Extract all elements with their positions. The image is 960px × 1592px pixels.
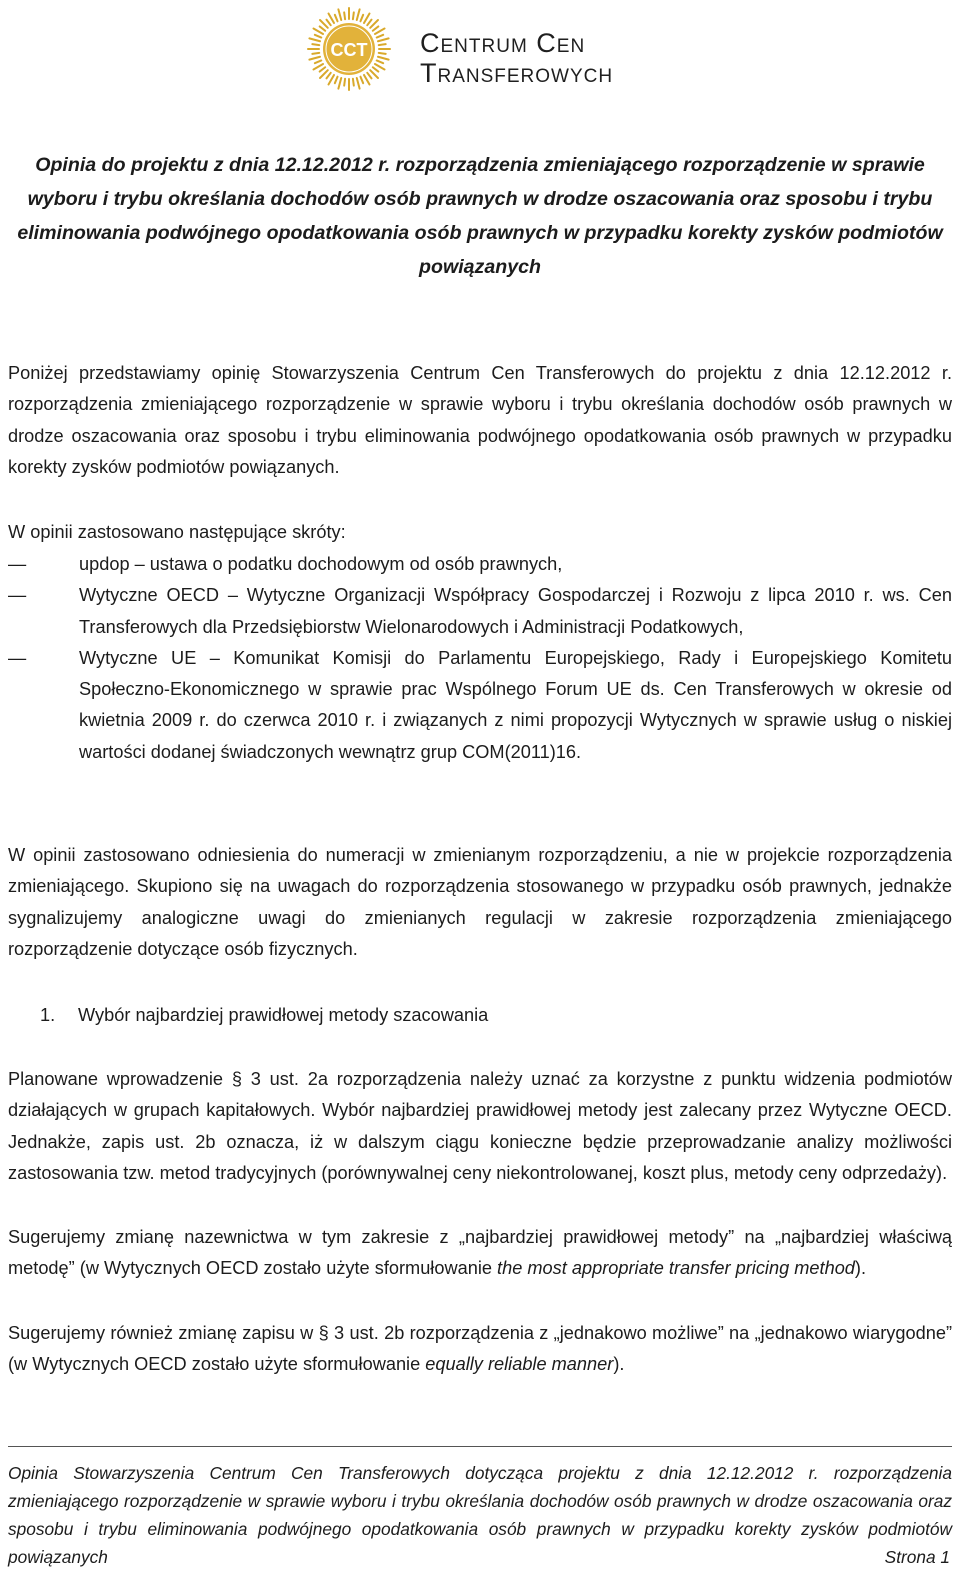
emblem-ray (377, 60, 383, 63)
abbreviation-item (8, 549, 952, 580)
emblem-ray (326, 20, 330, 26)
abbreviation-item (8, 643, 952, 768)
emblem-ray (309, 57, 320, 60)
emblem-ray (338, 9, 341, 20)
para2-end: ). (854, 1258, 867, 1279)
emblem-ray (378, 57, 389, 60)
emblem-ray (377, 35, 383, 38)
abbreviation-text: Wytyczne OECD – Wytyczne Organizacji Współpracy Gospodarczej i Rozwoju z lipca 2010 r. ws. Cen Transferowych dla Przedsiębiorstw Wielonarodowych i Administracji Podatkowych, (79, 585, 952, 637)
emblem-ray (329, 13, 335, 23)
emblem-ray (344, 79, 345, 86)
dash-bullet: — (8, 647, 27, 668)
dash-bullet: — (8, 585, 27, 606)
abbreviation-text: updop – ustawa o podatku dochodowym od osób prawnych, (79, 554, 563, 574)
logo-line-1: Centrum Cen (420, 28, 586, 58)
emblem-ray (379, 44, 386, 45)
cct-emblem-icon (306, 6, 392, 92)
emblem-ray (379, 53, 386, 54)
emblem-ray (312, 44, 319, 45)
emblem-ray (335, 77, 338, 83)
para2-text: Sugerujemy zmianę nazewnictwa w tym zakresie z „najbardziej prawidłowej metody” na „najbardziej właściwą metodę” (w Wytycznych OECD zostało użyte sformułowanie (8, 1227, 952, 1279)
references-paragraph: W opinii zastosowano odniesienia do numeracji w zmienianym rozporządzeniu, a nie w projekcie rozporządzenia zmieniającego. Skupiono się na uwagach do rozporządzenia stosowanego w przypadku osób prawnych, jednakże sygnalizujemy analogiczne uwagi do zmienianych regulacji w zakresie rozporządzenia zmieniającego rozporządzenie dotyczące osób fizycznych. (8, 845, 952, 959)
section1-paragraph-3 (8, 1318, 952, 1381)
emblem-ray (364, 75, 370, 85)
para2-italic-term: the most appropriate transfer pricing method (497, 1258, 855, 1279)
emblem-ray (309, 38, 320, 41)
para3-text: Sugerujemy również zmianę zapisu w § 3 ust. 2b rozporządzenia z „jednakowo możliwe” na „jednakowo wiarygodne” (w Wytycznych OECD zostało użyte sformułowanie (8, 1323, 952, 1375)
page-number: Strona 1 (884, 1547, 950, 1567)
emblem-ray (344, 12, 345, 19)
logo-wordmark (420, 28, 670, 88)
emblem-ray (326, 73, 330, 79)
emblem-ray (357, 78, 360, 89)
abbreviation-item (8, 580, 952, 643)
page-footer: Opinia Stowarzyszenia Centrum Cen Transferowych dotycząca projektu z dnia 12.12.2012 r. rozporządzenia zmieniającego rozporządzenie w sprawie wyboru i trybu określania dochodów osób prawnych w drodze oszacowania oraz sposobu i trybu eliminowania podwójnego opodatkowania osób prawnych w przypadku korekty zysków podmiotów powiązanych (8, 1463, 952, 1567)
footer-divider (8, 1446, 952, 1447)
emblem-ray (353, 12, 354, 19)
intro-paragraph: Poniżej przedstawiamy opinię Stowarzyszenia Centrum Cen Transferowych do projektu z dnia 12.12.2012 r. rozporządzenia zmieniającego rozporządzenie w sprawie wyboru i trybu określania dochodów osób prawnych w drodze oszacowania oraz sposobu i trybu eliminowania podwójnego opodatkowania osób prawnych w przypadku korekty zysków podmiotów powiązanych. (8, 363, 952, 477)
emblem-ray (312, 53, 319, 54)
para3-italic-term: equally reliable manner (425, 1354, 614, 1375)
section1-paragraph-2 (8, 1222, 952, 1285)
emblem-ray (320, 26, 326, 30)
section-number: 1. (40, 1005, 56, 1025)
emblem-ray (360, 15, 363, 21)
abbreviation-text: Wytyczne UE – Komunikat Komisji do Parlamentu Europejskiego, Rady i Europejskiego Komitetu Społeczno-Ekonomicznego w sprawie prac Wspólnego Forum UE ds. Cen Transferowych w okresie od kwietnia 2009 r. do czerwca 2010 r. i związanych z nimi propozycji Wytycznych w sprawie usług o niskiej wartości dodanej świadczonych wewnątrz grup COM(2011)16. (79, 647, 952, 762)
emblem-ray (320, 67, 326, 71)
emblem-ray (329, 75, 335, 85)
emblem-ray (338, 78, 341, 89)
cct-logo (306, 6, 666, 92)
emblem-ray (367, 73, 371, 79)
emblem-ray (335, 15, 338, 21)
emblem-ray (357, 9, 360, 20)
emblem-ray (375, 29, 385, 35)
emblem-ray (315, 60, 321, 63)
emblem-ray (360, 77, 363, 83)
section-heading (40, 1000, 488, 1031)
emblem-ray (315, 35, 321, 38)
dash-bullet: — (8, 554, 27, 574)
emblem-ray (367, 20, 371, 26)
logo-line-2: Transferowych (420, 58, 614, 88)
emblem-ray (373, 26, 379, 30)
abbreviations-list (8, 549, 952, 768)
emblem-ray (313, 29, 323, 35)
emblem-ray (373, 67, 379, 71)
emblem-ray (375, 64, 385, 70)
emblem-ray (364, 13, 370, 23)
abbreviations-intro: W opinii zastosowano następujące skróty: (8, 522, 346, 542)
section1-paragraph-1: Planowane wprowadzenie § 3 ust. 2a rozporządzenia należy uznać za korzystne z punktu widzenia podmiotów działających w grupach kapitałowych. Wybór najbardziej prawidłowej metody jest zalecany przez Wytyczne OECD. Jednakże, zapis ust. 2b oznacza, iż w dalszym ciągu konieczne będzie przeprowadzanie analizy możliwości zastosowania tzw. metod tradycyjnych (porównywalnej ceny niekontrolowanej, koszt plus, metody ceny odprzedaży). (8, 1069, 952, 1183)
emblem-ray (313, 64, 323, 70)
cct-badge-text: CCT (330, 40, 368, 60)
section-title: Wybór najbardziej prawidłowej metody szacowania (78, 1005, 489, 1025)
emblem-ray (378, 38, 389, 41)
document-title: Opinia do projektu z dnia 12.12.2012 r. rozporządzenia zmieniającego rozporządzenie w sprawie wyboru i trybu określania dochodów osób prawnych w drodze oszacowania oraz sposobu i trybu eliminowania podwójnego opodatkowania osób prawnych w przypadku korekty zysków podmiotów powiązanych (17, 154, 943, 278)
para3-end: ). (613, 1354, 625, 1375)
emblem-ray (353, 79, 354, 86)
